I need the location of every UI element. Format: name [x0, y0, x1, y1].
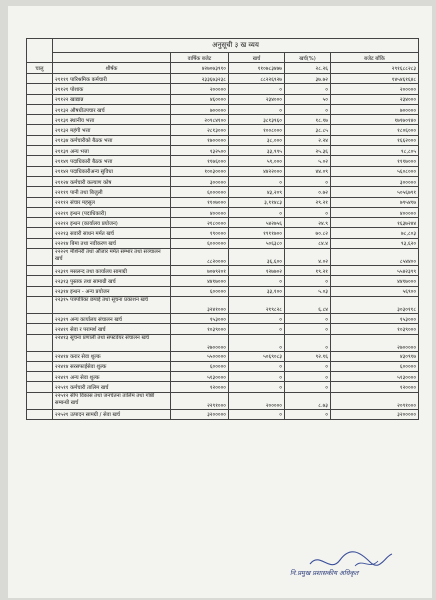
- row-name: २११११ पारिश्रमिक कर्मचारी: [53, 74, 171, 84]
- row-percent: १९.२१: [285, 266, 331, 276]
- row-name: २११४२ पदाधिकारीअन्य सुविधा: [53, 166, 171, 176]
- table-row: [27, 392, 419, 409]
- row-percent: ०: [285, 334, 331, 351]
- row-kharcha: १९११७००: [229, 228, 285, 238]
- row-name: २२४१४ करार सेवा शुल्क: [53, 351, 171, 361]
- chalu-cell: [27, 84, 53, 94]
- chalu-cell: [27, 409, 53, 419]
- row-name: २२१११ पानी तथा बिजुली: [53, 187, 171, 197]
- row-kharcha: ५४२७५६: [229, 218, 285, 228]
- table-row: [27, 146, 419, 156]
- row-percent: ०: [285, 382, 331, 392]
- row-kharcha: ३३,१००: [229, 286, 285, 296]
- row-name: २११२२ खाद्यान्न: [53, 94, 171, 104]
- chalu-cell: [27, 166, 53, 176]
- table-row: [27, 125, 419, 135]
- total-kharcha: ११०७८३४७७: [229, 63, 285, 74]
- row-name: २२२११ इन्धन (पदाधिकारी): [53, 207, 171, 217]
- row-name: २२३१५ पत्रपत्रिका छपाई तथा सूचना प्रकाशन खर्च: [53, 296, 171, 313]
- row-percent: ०: [285, 372, 331, 382]
- row-kharcha: ०: [229, 276, 285, 286]
- row-name: २२२१३ सवारी साधन मर्मत खर्च: [53, 228, 171, 238]
- row-barshik: २७०००००: [171, 334, 229, 351]
- chalu-cell: [27, 334, 53, 351]
- row-name: २२४१४ सरसफाईसेवा शुल्क: [53, 361, 171, 371]
- chalu-cell: [27, 296, 53, 313]
- expense-rows: [27, 74, 419, 420]
- row-kharcha: २३४०००: [229, 94, 285, 104]
- row-name: २२३१९ अन्य कार्यालय संचालन खर्च: [53, 313, 171, 323]
- row-barshik: ३२०००००: [171, 409, 229, 419]
- chalu-cell: [27, 176, 53, 186]
- row-baki: २७०००००: [331, 334, 419, 351]
- row-percent: १८.१७: [285, 115, 331, 125]
- row-kharcha: ८८२२६९२७: [229, 74, 285, 84]
- row-barshik: २२९१०००: [171, 392, 229, 409]
- row-name: २२२२१ मेशिनरी तथा औजार मर्मत सम्भार तथा सञ्चालन खर्च: [53, 249, 171, 266]
- row-barshik: २३३६७३२३८: [171, 74, 229, 84]
- table-row: [27, 296, 419, 313]
- row-kharcha: ०: [229, 382, 285, 392]
- row-baki: ५६९००: [331, 286, 419, 296]
- chalu-cell: [27, 351, 53, 361]
- row-name: २२२१२ इन्धन (कार्यालय प्रयोजन): [53, 218, 171, 228]
- table-row: [27, 382, 419, 392]
- row-kharcha: ५०६३८०: [229, 238, 285, 248]
- table-row: [27, 135, 419, 145]
- table-title: अनुसूची ३ ख व्यय: [53, 39, 419, 53]
- row-barshik: ४४१७०००: [171, 276, 229, 286]
- row-name: २२४१९ अन्य सेवा शुल्क: [53, 372, 171, 382]
- row-kharcha: ०: [229, 313, 285, 323]
- row-kharcha: ०: [229, 372, 285, 382]
- row-percent: ४४.०९: [285, 166, 331, 176]
- row-barshik: २०९८४१००: [171, 115, 229, 125]
- row-kharcha: ०: [229, 409, 285, 419]
- row-name: २२४११ सेवा र परामर्श खर्च: [53, 324, 171, 334]
- header-chalu: चालु: [27, 63, 53, 74]
- chalu-cell: [27, 249, 53, 266]
- table-row: [27, 266, 419, 276]
- row-baki: ४०००००: [331, 207, 419, 217]
- chalu-cell: [27, 313, 53, 323]
- chalu-cell: [27, 392, 53, 409]
- table-row: [27, 187, 419, 197]
- row-baki: १७१७०१४०: [331, 115, 419, 125]
- row-percent: ५.०२: [285, 156, 331, 166]
- blank-cell: [53, 53, 171, 63]
- row-percent: ९२.१६: [285, 351, 331, 361]
- row-baki: १८०६०००: [331, 125, 419, 135]
- row-baki: ७८,८०३: [331, 228, 419, 238]
- chalu-cell: [27, 187, 53, 197]
- row-barshik: ४०००००: [171, 207, 229, 217]
- row-kharcha: ३३,९९५: [229, 146, 285, 156]
- chalu-cell: [27, 286, 53, 296]
- row-kharcha: १२७७०२: [229, 266, 285, 276]
- row-kharcha: ४४२२०००: [229, 166, 285, 176]
- total-percent: २८.२६: [285, 63, 331, 74]
- row-barshik: ६०००००: [171, 286, 229, 296]
- row-kharcha: ०: [229, 104, 285, 114]
- chalu-cell: [27, 197, 53, 207]
- row-barshik: १७०००००: [171, 135, 229, 145]
- row-kharcha: ५९,०००: [229, 156, 285, 166]
- row-barshik: २८१३०००: [171, 125, 229, 135]
- row-percent: ५०: [285, 94, 331, 104]
- signature-label: नि.प्रमुख प्रशासकीय अधिकृत: [290, 569, 359, 577]
- row-barshik: २०००००: [171, 84, 229, 94]
- expense-table-wrap: [26, 38, 418, 420]
- table-row: [27, 249, 419, 266]
- row-name: २२५११ कर्मचारी तालिम खर्च: [53, 382, 171, 392]
- row-name: २२२१४ बिमा तथा नवीकरण खर्च: [53, 238, 171, 248]
- table-row: [27, 115, 419, 125]
- row-barshik: १५३०००: [171, 313, 229, 323]
- row-kharcha: ४३,२०९: [229, 187, 285, 197]
- row-name: २२३११ मसलन्द तथा कार्यालय सामाग्री: [53, 266, 171, 276]
- row-barshik: ८८२००००: [171, 249, 229, 266]
- row-kharcha: ३६,६००: [229, 249, 285, 266]
- row-name: २२५२१ उत्पादन सामग्री / सेवा खर्च: [53, 409, 171, 419]
- row-kharcha: १००८०००: [229, 125, 285, 135]
- row-baki: ५५४२३९९: [331, 266, 419, 276]
- row-name: २२११२ संचार महसुल: [53, 197, 171, 207]
- row-percent: ०: [285, 104, 331, 114]
- header-sirshak: शीर्षक: [53, 63, 171, 74]
- row-name: २२३१४ इन्धन - अन्य प्रयोजन: [53, 286, 171, 296]
- row-name: २११३१ स्थानीय भत्ता: [53, 115, 171, 125]
- row-name: २२४१३ सूचना प्रणाली तथा सफ्टवेयर संचालन खर्च: [53, 334, 171, 351]
- header-kharcha: खर्च: [229, 53, 285, 63]
- row-barshik: २१८००००: [171, 218, 229, 228]
- row-percent: ४.०२: [285, 249, 331, 266]
- row-kharcha: ०: [229, 334, 285, 351]
- row-name: २२३१३ पुस्तक तथा सामाग्री खर्च: [53, 276, 171, 286]
- row-baki: १६३७२४४: [331, 218, 419, 228]
- row-percent: ८४.४: [285, 238, 331, 248]
- row-barshik: ५५०००००: [171, 351, 229, 361]
- table-row: [27, 104, 419, 114]
- row-barshik: १२००००: [171, 382, 229, 392]
- row-baki: १६६२०००: [331, 135, 419, 145]
- row-baki: ७०००००: [331, 104, 419, 114]
- chalu-cell: [27, 207, 53, 217]
- chalu-cell: [27, 218, 53, 228]
- table-row: [27, 84, 419, 94]
- row-barshik: ६००००००: [171, 187, 229, 197]
- chalu-cell: [27, 156, 53, 166]
- row-percent: ०: [285, 361, 331, 371]
- row-name: २२५१२ सीप विकास तथा जनचेतना तालिम तथा गोष्ठी सम्बन्धी खर्च: [53, 392, 171, 409]
- row-baki: ८५४४००: [331, 249, 419, 266]
- row-baki: १११७०००: [331, 156, 419, 166]
- table-row: [27, 166, 419, 176]
- chalu-cell: [27, 361, 53, 371]
- row-percent: ०: [285, 324, 331, 334]
- table-row: [27, 351, 419, 361]
- row-kharcha: ३८१३९६०: [229, 115, 285, 125]
- row-baki: ५०५६७९१: [331, 187, 419, 197]
- row-baki: ४४१७०००: [331, 276, 419, 286]
- table-row: [27, 409, 419, 419]
- chalu-cell: [27, 125, 53, 135]
- row-percent: ०: [285, 313, 331, 323]
- row-kharcha: २१९८२८: [229, 296, 285, 313]
- chalu-cell: [27, 94, 53, 104]
- row-percent: ०: [285, 176, 331, 186]
- table-row: [27, 218, 419, 228]
- row-barshik: १००३००००: [171, 166, 229, 176]
- chalu-cell: [27, 266, 53, 276]
- table-row: [27, 74, 419, 84]
- table-row: [27, 197, 419, 207]
- row-percent: ०: [285, 409, 331, 419]
- row-baki: १५३०००: [331, 313, 419, 323]
- chalu-cell: [27, 135, 53, 145]
- row-kharcha: ३,११४८३: [229, 197, 285, 207]
- table-row: [27, 334, 419, 351]
- row-barshik: ४६००००: [171, 94, 229, 104]
- row-percent: २५.३६: [285, 146, 331, 156]
- row-baki: १४५४६१६४८: [331, 74, 419, 84]
- table-row: [27, 207, 419, 217]
- row-name: २११३२ औषधीउपचार खर्च: [53, 104, 171, 114]
- table-row: [27, 324, 419, 334]
- row-baki: ४३०९१७: [331, 351, 419, 361]
- table-row: [27, 361, 419, 371]
- row-baki: ५१३००००: [331, 372, 419, 382]
- table-row: [27, 94, 419, 104]
- row-name: २११४१ पदाधिकारी बैठक भत्ता: [53, 156, 171, 166]
- header-percent: खर्च(%): [285, 53, 331, 63]
- row-barshik: ११७६०००: [171, 156, 229, 166]
- row-percent: ७०.८२: [285, 228, 331, 238]
- row-name: २११२४ कर्मचारी कल्याण कोष: [53, 176, 171, 186]
- row-barshik: १३२५००: [171, 146, 229, 156]
- row-baki: १२००००: [331, 382, 419, 392]
- row-kharcha: ०: [229, 84, 285, 94]
- table-row: [27, 238, 419, 248]
- row-percent: २.२४: [285, 135, 331, 145]
- row-baki: २०००००: [331, 84, 419, 94]
- row-name: २११३९ अन्य भत्ता: [53, 146, 171, 156]
- row-barshik: ५१३००००: [171, 372, 229, 382]
- row-name: २११२१ पोशाक: [53, 84, 171, 94]
- row-percent: ३८.८५: [285, 125, 331, 135]
- chalu-cell: [27, 104, 53, 114]
- row-percent: ५.०३: [285, 286, 331, 296]
- row-baki: २०९१०००: [331, 392, 419, 409]
- table-row: [27, 372, 419, 382]
- header-barshik: वार्षिक बजेट: [171, 53, 229, 63]
- row-kharcha: २०००००: [229, 392, 285, 409]
- chalu-cell: [27, 372, 53, 382]
- table-row: [27, 276, 419, 286]
- expense-table: [26, 38, 419, 420]
- row-baki: १०३९०००: [331, 324, 419, 334]
- row-kharcha: ०: [229, 207, 285, 217]
- total-barshik: ४२७०७३९१०: [171, 63, 229, 74]
- row-barshik: १९००००: [171, 228, 229, 238]
- chalu-cell: [27, 115, 53, 125]
- row-barshik: ३०००००: [171, 176, 229, 186]
- chalu-cell: [27, 382, 53, 392]
- table-row: [27, 176, 419, 186]
- chalu-cell: [27, 228, 53, 238]
- header-baki: बजेट बाँकि: [331, 53, 419, 63]
- row-baki: ६०००००: [331, 361, 419, 371]
- row-kharcha: ५०६९०८३: [229, 351, 285, 361]
- row-barshik: १०३९०००: [171, 324, 229, 334]
- row-barshik: ७०००००: [171, 104, 229, 114]
- row-percent: ३७.७२: [285, 74, 331, 84]
- total-baki: २९१६८८२८३: [331, 63, 419, 74]
- row-baki: ३०३०११८: [331, 296, 419, 313]
- chalu-cell: [27, 324, 53, 334]
- row-baki: ७९५४१७: [331, 197, 419, 207]
- row-barshik: ६०००००: [171, 361, 229, 371]
- chalu-cell: [27, 276, 53, 286]
- row-barshik: ६००००००: [171, 238, 229, 248]
- row-kharcha: ०: [229, 324, 285, 334]
- row-baki: ९८,८०५: [331, 146, 419, 156]
- row-kharcha: ०: [229, 176, 285, 186]
- row-barshik: ३२४१०००: [171, 296, 229, 313]
- chalu-cell: [27, 238, 53, 248]
- row-percent: २९.२१: [285, 197, 331, 207]
- row-baki: ३०००००: [331, 176, 419, 186]
- table-row: [27, 156, 419, 166]
- row-baki: ९३,६२०: [331, 238, 419, 248]
- row-baki: २३४०००: [331, 94, 419, 104]
- table-row: [27, 228, 419, 238]
- row-barshik: ७०७९२०१: [171, 266, 229, 276]
- row-kharcha: ०: [229, 361, 285, 371]
- row-percent: ०.७२: [285, 187, 331, 197]
- row-percent: ८.७३: [285, 392, 331, 409]
- row-kharcha: ३८,०००: [229, 135, 285, 145]
- row-percent: ०: [285, 276, 331, 286]
- chalu-cell: [27, 146, 53, 156]
- row-barshik: ११०७०००: [171, 197, 229, 207]
- row-name: २११३४ कर्मचारीको बैठक भत्ता: [53, 135, 171, 145]
- row-baki: ५६०८०००: [331, 166, 419, 176]
- chalu-cell: [27, 74, 53, 84]
- blank-cell: [27, 39, 53, 63]
- row-percent: २४.९: [285, 218, 331, 228]
- row-percent: ०: [285, 207, 331, 217]
- table-row: [27, 286, 419, 296]
- row-name: २११३२ महंगी भत्ता: [53, 125, 171, 135]
- row-percent: ६.८४: [285, 296, 331, 313]
- table-row: [27, 313, 419, 323]
- row-percent: ०: [285, 84, 331, 94]
- row-baki: ३२०००००: [331, 409, 419, 419]
